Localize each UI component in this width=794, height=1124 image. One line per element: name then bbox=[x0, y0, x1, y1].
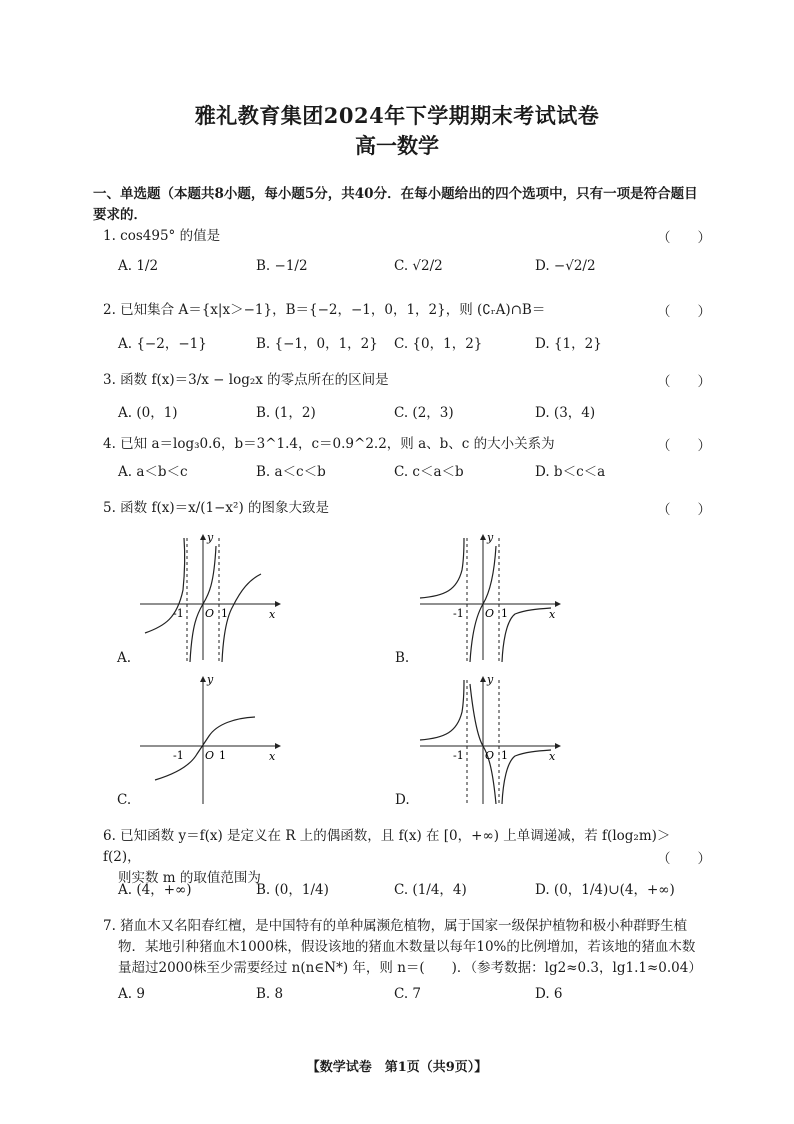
option-3b: B. (1，2) bbox=[256, 405, 316, 421]
question-7-stem bbox=[103, 916, 703, 979]
exam-title: 雅礼教育集团2024年下学期期末考试试卷 bbox=[194, 103, 600, 128]
option-7c: C. 7 bbox=[394, 986, 422, 1002]
answer-paren-1: （ ） bbox=[657, 230, 711, 246]
option-6a: A. (4，+∞) bbox=[118, 882, 192, 898]
graph-d-one: 1 bbox=[501, 749, 508, 762]
question-7-line3: 量超过2000株至少需要经过 n(n∈N*) 年，则 n＝( )．（参考数据：lg2≈0.3，lg1.1≈0.04） bbox=[118, 960, 702, 976]
option-2a: A. {−2，−1} bbox=[118, 336, 207, 352]
question-7-line2: 物．某地引种猪血木1000株，假设该地的猪血木数量以每年10%的比例增加，若该地的猪血木数 bbox=[118, 939, 696, 955]
graph-c-y-label: y bbox=[207, 673, 214, 686]
graph-b-origin: O bbox=[485, 607, 495, 620]
option-2c: C. {0，1，2} bbox=[394, 336, 483, 352]
question-3-stem: 3. 函数 f(x)＝3/x − log₂x 的零点所在的区间是 bbox=[103, 372, 389, 388]
option-1a: A. 1/2 bbox=[118, 258, 159, 274]
option-4b: B. a＜c＜b bbox=[256, 464, 326, 480]
graph-c-neg1: -1 bbox=[173, 749, 184, 762]
graph-b-label: B. bbox=[395, 650, 410, 666]
question-7-options bbox=[118, 986, 678, 1008]
graph-a-label: A. bbox=[117, 650, 132, 666]
graph-b-x-label: x bbox=[549, 608, 556, 621]
question-2-stem: 2. 已知集合 A＝{x|x＞−1}，B＝{−2，−1，0，1，2}，则 (∁ᵣA)∩B＝ bbox=[103, 302, 546, 318]
graph-a-x-label: x bbox=[269, 608, 276, 621]
question-2-options bbox=[118, 332, 678, 354]
page-footer: 【数学试卷 第1页（共9页）】 bbox=[306, 1060, 488, 1075]
graph-a bbox=[135, 530, 285, 665]
exam-subtitle: 高一数学 bbox=[355, 133, 439, 158]
question-1-stem: 1. cos495° 的值是 bbox=[103, 228, 221, 244]
question-6-options bbox=[118, 878, 678, 900]
graph-c-origin: O bbox=[205, 749, 215, 762]
answer-paren-4: （ ） bbox=[657, 438, 711, 454]
option-7a: A. 9 bbox=[118, 986, 145, 1002]
graph-c-label: C. bbox=[117, 792, 132, 808]
question-4-stem: 4. 已知 a＝log₃0.6，b＝3^1.4，c＝0.9^2.2，则 a、b、c 的大小关系为 bbox=[103, 436, 555, 452]
graph-d-origin: O bbox=[485, 749, 495, 762]
graph-b-y-label: y bbox=[487, 531, 494, 544]
option-3a: A. (0，1) bbox=[118, 405, 178, 421]
graph-c bbox=[135, 672, 285, 807]
option-4d: D. b＜c＜a bbox=[535, 464, 606, 480]
option-4c: C. c＜a＜b bbox=[394, 464, 464, 480]
option-6b: B. (0，1/4) bbox=[256, 882, 329, 898]
question-6-line1: 6. 已知函数 y＝f(x) 是定义在 R 上的偶函数，且 f(x) 在 [0，+∞) 上单调递减，若 f(log₂m)＞f(2)， bbox=[103, 828, 671, 865]
graph-a-neg1: -1 bbox=[173, 607, 184, 620]
option-1b: B. −1/2 bbox=[256, 258, 308, 274]
option-1d: D. −√2/2 bbox=[535, 258, 596, 274]
question-5-stem: 5. 函数 f(x)＝x/(1−x²) 的图象大致是 bbox=[103, 500, 330, 516]
option-1c: C. √2/2 bbox=[394, 258, 443, 274]
question-7-line1: 7. 猪血木又名阳春红檀，是中国特有的单种属濒危植物，属于国家一级保护植物和极小种群野生植 bbox=[103, 918, 688, 934]
question-3-options bbox=[118, 401, 678, 423]
section-heading bbox=[93, 184, 703, 226]
graph-b-neg1: -1 bbox=[453, 607, 464, 620]
question-1-options bbox=[118, 258, 678, 280]
option-4a: A. a＜b＜c bbox=[118, 464, 188, 480]
answer-paren-6: （ ） bbox=[657, 851, 711, 867]
option-3d: D. (3，4) bbox=[535, 405, 596, 421]
graph-a-one: 1 bbox=[221, 607, 228, 620]
option-3c: C. (2，3) bbox=[394, 405, 454, 421]
graph-c-one: 1 bbox=[219, 749, 226, 762]
graph-c-x-label: x bbox=[269, 750, 276, 763]
answer-paren-5: （ ） bbox=[657, 502, 711, 518]
graph-b-one: 1 bbox=[501, 607, 508, 620]
graph-d bbox=[415, 672, 565, 807]
graph-b bbox=[415, 530, 565, 665]
graph-d-y-label: y bbox=[487, 673, 494, 686]
graph-d-label: D. bbox=[395, 792, 410, 808]
option-6d: D. (0，1/4)∪(4，+∞) bbox=[535, 882, 675, 898]
section-heading-line2: 要求的． bbox=[93, 207, 147, 223]
question-4-options bbox=[118, 460, 678, 482]
answer-paren-3: （ ） bbox=[657, 374, 711, 390]
option-7d: D. 6 bbox=[535, 986, 563, 1002]
section-heading-line1: 一、单选题（本题共8小题，每小题5分，共40分．在每小题给出的四个选项中，只有一项是符合题目 bbox=[93, 186, 698, 202]
graph-d-x-label: x bbox=[549, 750, 556, 763]
graph-a-origin: O bbox=[205, 607, 215, 620]
option-6c: C. (1/4，4) bbox=[394, 882, 467, 898]
question-6-line2: 则实数 m 的取值范围为 bbox=[118, 870, 261, 886]
graph-a-y-label: y bbox=[207, 531, 214, 544]
option-2d: D. {1，2} bbox=[535, 336, 602, 352]
answer-paren-2: （ ） bbox=[657, 304, 711, 320]
option-7b: B. 8 bbox=[256, 986, 284, 1002]
graph-d-neg1: -1 bbox=[453, 749, 464, 762]
option-2b: B. {−1，0，1，2} bbox=[256, 336, 378, 352]
